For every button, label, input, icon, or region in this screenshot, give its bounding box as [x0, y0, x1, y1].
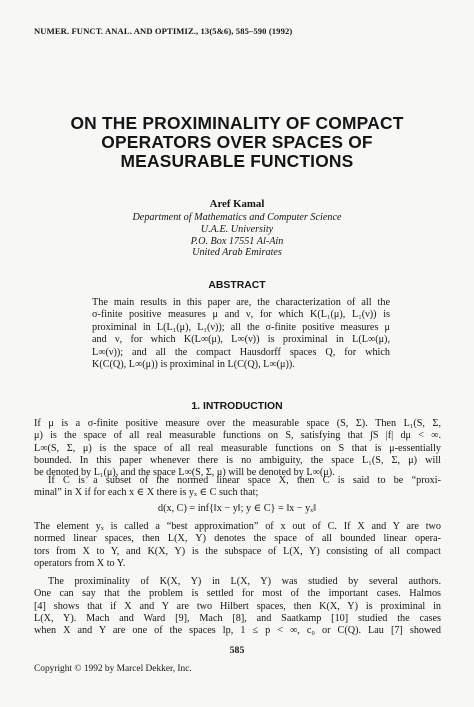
abstract-line: σ-finite positive measures μ and ν, for which K(L₁(μ), L₁(ν)) is: [92, 309, 390, 321]
body-line: [4] shows that if X and Y are two Hilbert spaces, then K(X, Y) is proximinal in: [34, 600, 441, 612]
body-line: One can say that the problem is settled for most of the important cases. Halmos: [34, 588, 441, 600]
body-line: The element yₓ is called a “best approximation” of x out of C. If X and Y are two: [34, 521, 441, 532]
body-line: be denoted by L₁(μ), and the space L∞(S, Σ, μ) will be denoted by L∞(μ).: [34, 467, 335, 479]
distance-formula: d(x, C) = inf{‖x − y‖; y ∈ C} = ‖x − yₓ‖: [158, 503, 316, 514]
body-line: L∞(S, Σ, μ) is the space of all real measurable functions on S that is μ-essentially: [34, 442, 441, 454]
copyright-notice: Copyright © 1992 by Marcel Dekker, Inc.: [34, 664, 192, 674]
body-line: bounded. In this paper whenever there is no ambiguity, the space L₁(S, Σ, μ) will: [34, 454, 441, 466]
abstract-body: [92, 297, 390, 371]
paper-title: [40, 114, 434, 171]
body-line: normed linear spaces, then L(X, Y) denotes the space of all bounded linear opera-: [34, 533, 441, 545]
section-heading: 1. INTRODUCTION: [191, 401, 283, 412]
approximation-paragraph: [34, 521, 441, 570]
abstract-line: The main results in this paper are, the characterization of all the: [92, 297, 390, 308]
affiliation-line: P.O. Box 17551 Al-Ain: [190, 235, 284, 247]
body-line: If C is a subset of the normed linear space X, then C is said to be “proxi-: [48, 475, 441, 486]
abstract-line: and ν, for which K(L∞(μ), L∞(ν)) is proximinal in L(L∞(μ),: [92, 334, 390, 346]
affiliation: [0, 212, 474, 259]
title-line: OPERATORS OVER SPACES OF: [101, 132, 373, 152]
intro-paragraph: [34, 418, 441, 479]
body-line: operators from X to Y.: [34, 557, 126, 569]
body-line: when X and Y are one of the spaces lp, 1 ≤ p < ∞, c₀ or C(Q). Lau [7] showed: [34, 625, 441, 637]
definition-paragraph: [34, 475, 441, 500]
body-line: If μ is a σ-finite positive measure over the measurable space (S, Σ). Then L₁(S, Σ,: [34, 418, 441, 429]
title-line: MEASURABLE FUNCTIONS: [120, 151, 354, 171]
affiliation-line: United Arab Emirates: [192, 247, 282, 259]
body-line: μ) is the space of all real measurable functions on S, satisfying that ∫S |f| dμ < ∞.: [34, 430, 441, 442]
abstract-line: L∞(ν)); and all the compact Hausdorff spaces Q, for which: [92, 346, 390, 358]
body-line: L(X, Y). Mach and Ward [9], Mach [8], and Saatkamp [10] studied the cases: [34, 612, 441, 624]
abstract-heading: ABSTRACT: [208, 280, 266, 291]
body-line: The proximinality of K(X, Y) in L(X, Y) was studied by several authors.: [48, 576, 441, 587]
title-line: ON THE PROXIMINALITY OF COMPACT: [70, 113, 404, 133]
affiliation-line: U.A.E. University: [200, 223, 274, 235]
body-line: tors from X to Y, and K(X, Y) is the subspace of L(X, Y) consisting of all compact: [34, 545, 441, 557]
history-paragraph: [34, 576, 441, 637]
page-number: 585: [229, 645, 245, 656]
abstract-line: proximinal in L(L₁(μ), L₁(ν)); all the σ-finite positive measures μ: [92, 321, 390, 333]
abstract-line: K(C(Q), L∞(μ)) is proximinal in L(C(Q), L∞(μ)).: [92, 359, 295, 371]
author-name: Aref Kamal: [209, 198, 265, 210]
journal-header: NUMER. FUNCT. ANAL. AND OPTIMIZ., 13(5&6), 585–590 (1992): [34, 26, 293, 36]
affiliation-line: Department of Mathematics and Computer Science: [132, 212, 342, 223]
body-line: minal” in X if for each x ∈ X there is yₓ ∈ C such that;: [34, 487, 259, 499]
